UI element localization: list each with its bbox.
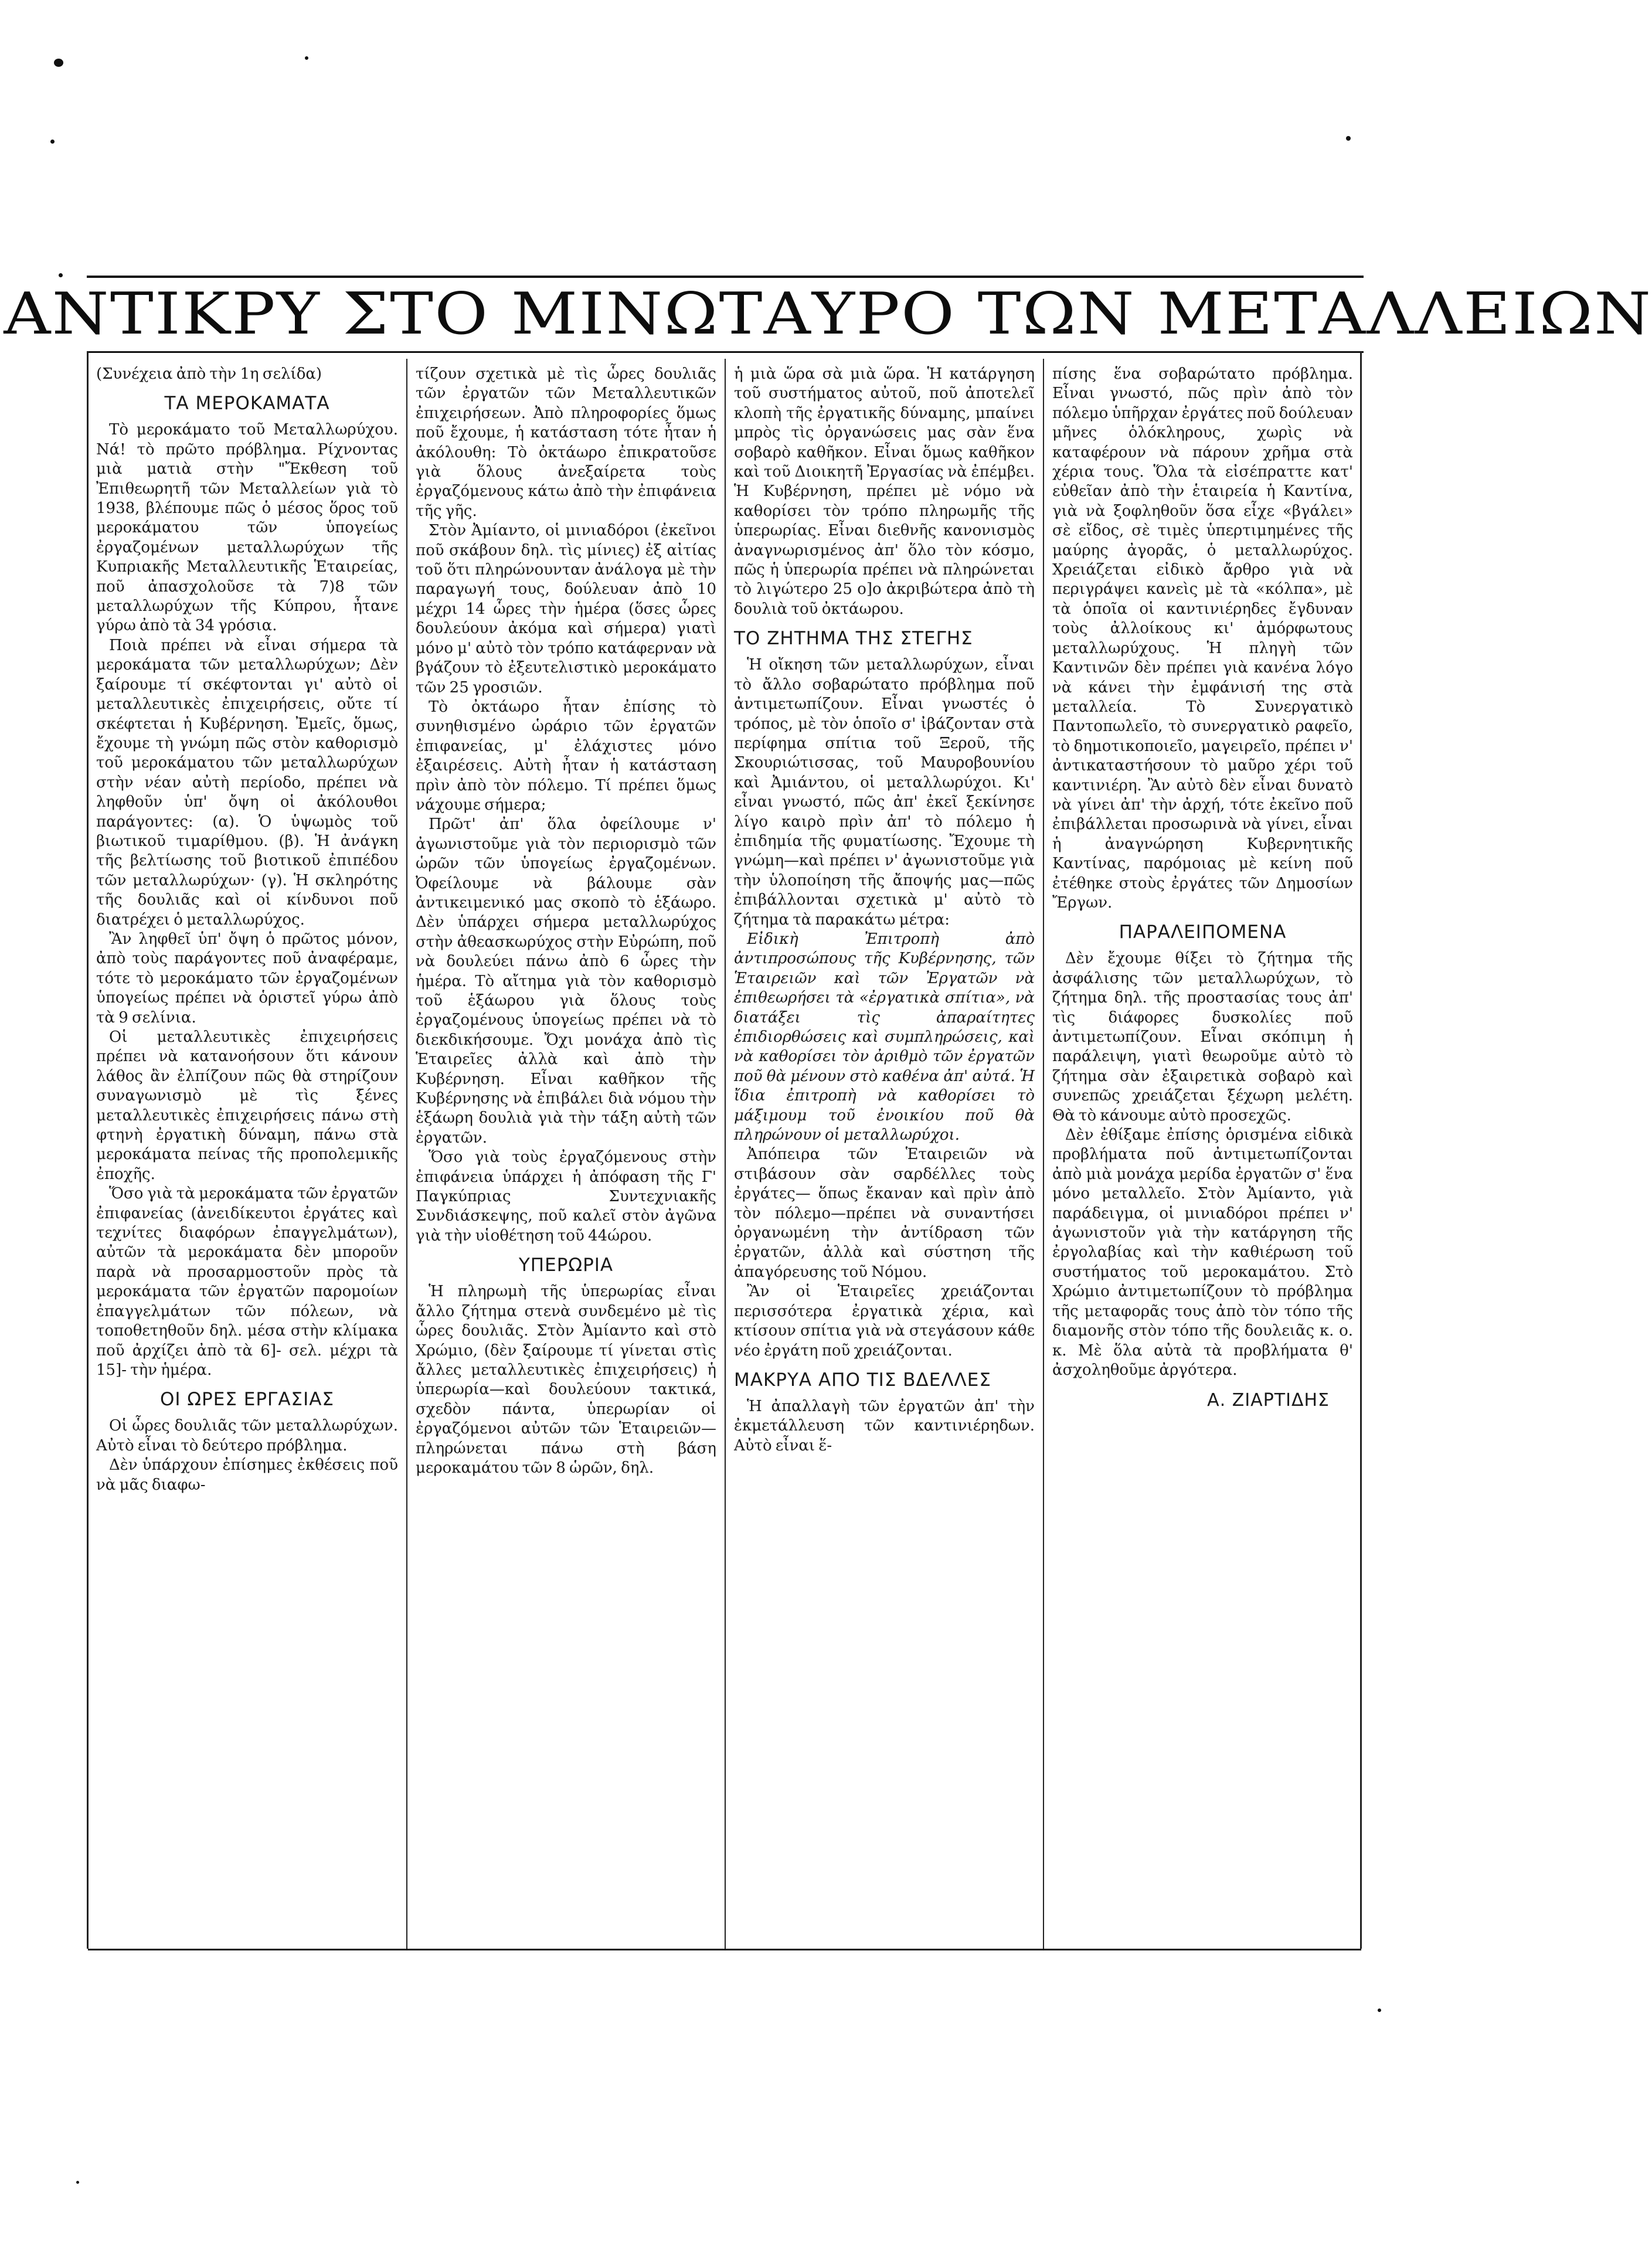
paragraph: Εἰδικὴ Ἐπιτροπὴ ἀπὸ ἀντιπροσώπους τῆς Κυβέρνησης, τῶν Ἑταιρειῶν καὶ τῶν Ἐργατῶν νὰ ἐπιθεωρήσει τὰ «ἐργατικὰ σπίτια», νὰ διατάξει τὶς ἀπαραίτητες ἐπιδιορθώσεις καὶ συμπληρώσεις, καὶ νὰ καθορίσει τὸν ἀριθμὸ τῶν ἐργατῶν ποῦ θὰ μένουν στὸ καθένα ἀπ' αὐτά. Ἡ ἴδια ἐπιτροπὴ νὰ καθορίσει τὸ μάξιμουμ τοῦ ἐνοικίου ποῦ θὰ πληρώνουν οἱ μεταλλωρύχοι. bbox=[734, 930, 1035, 1144]
section-heading: ΟΙ ΩΡΕΣ ΕΡΓΑΣΙΑΣ bbox=[159, 1389, 335, 1411]
paragraph: Ὅσο γιὰ τοὺς ἐργαζόμενους στὴν ἐπιφάνεια ὑπάρχει ἡ ἀπόφαση τῆς Γ' Παγκύπριας Συντεχνιακῆς Συνδιάσκεψης, ποῦ καλεῖ στὸν ἀγῶνα γιὰ τὴν υἱοθέτηση τοῦ 44ώρου. bbox=[416, 1148, 716, 1245]
headline: ΑΝΤΙΚΡΥ ΣΤΟ ΜΙΝΩΤΑΥΡΟ ΤΩΝ ΜΕΤΑΛΛΕΙΩΝ bbox=[4, 281, 1652, 348]
scan-speck bbox=[1378, 2008, 1381, 2012]
paragraph: Ἡ οἴκηση τῶν μεταλλωρύχων, εἶναι τὸ ἄλλο σοβαρώτατο πρόβλημα ποῦ ἀντιμετωπίζουν. Εἶναι γνωστές ὁ τρόπος, μὲ τὸν ὁποῖο σ' ἰβάζονταν στὰ περίφημα σπίτια τοῦ Ξεροῦ, τῆς Σκουριώτισσας, τοῦ Μαυροβουνίου καὶ Ἀμιάντου, οἱ μεταλλωρύχοι. Κι' εἶναι γνωστό, πῶς ἀπ' ἐκεῖ ξεκίνησε λίγο καιρὸ πρὶν ἀπ' τὸ πόλεμο ἡ ἐπιδημία τῆς φυματίωσης. Ἔχουμε τὴ γνώμη—καὶ πρέπει ν' ἀγωνιστοῦμε γιὰ τὴν ὑλοποίηση τῆς ἄποψής μας—πῶς ἐπιβάλλονται σχετικὰ μ' αὐτὸ τὸ ζήτημα τὰ παρακάτω μέτρα: bbox=[734, 656, 1035, 929]
section-heading: ΤΟ ΖΗΤΗΜΑ ΤΗΣ ΣΤΕΓΗΣ bbox=[734, 628, 973, 650]
scan-speck bbox=[305, 56, 308, 60]
paragraph: (Συνέχεια ἀπὸ τὴν 1η σελίδα) bbox=[96, 365, 322, 383]
paragraph: Τὸ ὀκτάωρο ἦταν ἐπίσης τὸ συνηθισμένο ὡράριο τῶν ἐργατῶν ἐπιφανείας, μ' ἐλάχιστες μόνο ἐξαιρέσεις. Αὐτὴ ἦταν ἡ κατάσταση πρὶν ἀπὸ τὸν πόλεμο. Τί πρέπει ὅμως νάχουμε σήμερα; bbox=[416, 698, 716, 814]
paragraph: Ἂν ληφθεῖ ὑπ' ὄψη ὁ πρῶτος μόνον, ἀπὸ τοὺς παράγοντες ποῦ ἀναφέραμε, τότε τὸ μεροκάματο τῶν ἐργαζομένων ὑπογείως πρέπει νὰ ὁριστεῖ γύρω ἀπὸ τὰ 9 σελίνια. bbox=[96, 930, 398, 1027]
column-3 bbox=[725, 359, 1043, 1949]
paragraph: Στὸν Ἀμίαντο, οἱ μινιαδόροι (ἐκεῖνοι ποῦ σκάβουν δηλ. τὶς μίνιες) ἐξ αἰτίας τοῦ ὅτι πληρώνουνταν ἀνάλογα μὲ τὴν παραγωγή τους, δούλευαν ἀπὸ 10 μέχρι 14 ὧρες τὴν ἡμέρα (ὅσες ὧρες δουλεύουν ἀκόμα καὶ σήμερα) γιατὶ μόνο μ' αὐτὸ τὸν τρόπο κατάφερναν νὰ βγάζουν τὸ ἐξευτελιστικὸ μεροκάματο τῶν 25 γροσιῶν. bbox=[416, 522, 716, 696]
paragraph: Ὅσο γιὰ τὰ μεροκάματα τῶν ἐργατῶν ἐπιφανείας (ἀνειδίκευτοι ἐργάτες καὶ τεχνίτες διαφόρων ἐπαγγελμάτων), αὐτῶν τὰ μεροκάματα δὲν μποροῦν παρὰ νὰ προσαρμοστοῦν πρὸς τὰ μεροκάματα τῶν ἐργατῶν παρομοίων ἐπαγγελμάτων τῶν πόλεων, νὰ τοποθετηθοῦν δηλ. μέσα στὴν κλίμακα ποῦ ἀρχίζει ἀπὸ τὰ 6]- σελ. μέχρι τὰ 15]- τὴν ἡμέρα. bbox=[96, 1185, 398, 1379]
column-4 bbox=[1043, 359, 1361, 1949]
paragraph: Ἀπόπειρα τῶν Ἑταιρειῶν νὰ στιβάσουν σὰν σαρδέλλες τοὺς ἐργάτες— ὅπως ἔκαναν καὶ πρὶν ἀπὸ τὸν πόλεμο—πρέπει νὰ συναντήσει ὀργανωμένη τὴν ἀντίδραση τῶν ἐργατῶν, ἀλλὰ καὶ σύστηση τῆς ἀπαγόρευσης τοῦ Νόμου. bbox=[734, 1146, 1035, 1281]
paragraph: Δὲν ὑπάρχουν ἐπίσημες ἐκθέσεις ποῦ νὰ μᾶς διαφω- bbox=[96, 1456, 398, 1494]
section-heading: ΜΑΚΡΥΑ ΑΠΟ ΤΙΣ ΒΔΕΛΛΕΣ bbox=[734, 1369, 991, 1391]
section-heading: ΤΑ ΜΕΡΟΚΑΜΑΤΑ bbox=[164, 393, 330, 414]
column-2 bbox=[406, 359, 725, 1949]
scan-speck bbox=[1346, 136, 1351, 141]
section-heading: ΥΠΕΡΩΡΙΑ bbox=[518, 1255, 614, 1276]
column-1 bbox=[88, 359, 406, 1949]
paragraph: Ἡ ἀπαλλαγὴ τῶν ἐργατῶν ἀπ' τὴν ἐκμετάλλευση τῶν καντινιέρηδων. Αὐτὸ εἶναι ἕ- bbox=[734, 1397, 1035, 1454]
scan-speck bbox=[76, 2181, 79, 2184]
scan-speck bbox=[50, 140, 55, 144]
paragraph: Ἡ πληρωμὴ τῆς ὑπερωρίας εἶναι ἄλλο ζήτημα στενὰ συνδεμένο μὲ τὶς ὧρες δουλιᾶς. Στὸν Ἀμίαντο καὶ στὸ Χρώμιο, (δὲν ξαίρουμε τί γίνεται στὶς ἄλλες μεταλλευτικὲς ἐπιχειρήσεις) ἡ ὑπερωρία—καὶ δουλεύουν τακτικά, σχεδὸν πάντα, ὑπερωρίαν οἱ ἐργαζόμενοι αὐτῶν τῶν Ἑταιρειῶν—πληρώνεται πάνω στὴ βάση μεροκαμάτου τῶν 8 ὡρῶν, δηλ. bbox=[416, 1283, 716, 1477]
paragraph: Ἂν οἱ Ἑταιρεῖες χρειάζονται περισσότερα ἐργατικὰ χέρια, καὶ κτίσουν σπίτια γιὰ νὰ στεγάσουν κάθε νέο ἐργάτη ποῦ χρειάζονται. bbox=[734, 1283, 1035, 1360]
paragraph: Οἱ ὧρες δουλιᾶς τῶν μεταλλωρύχων. Αὐτὸ εἶναι τὸ δεύτερο πρόβλημα. bbox=[96, 1417, 398, 1454]
scan-speck bbox=[54, 59, 63, 67]
article-body bbox=[88, 359, 1361, 1950]
paragraph: Δὲν ἐθίξαμε ἐπίσης ὁρισμένα εἰδικὰ προβλήματα ποῦ ἀντιμετωπίζονται ἀπὸ μιὰ μονάχα μερίδα ἐργατῶν σ' ἕνα μόνο μεταλλεῖο. Στὸν Ἀμίαντο, γιὰ παράδειγμα, οἱ μινιαδόροι πρέπει ν' ἀγωνιστοῦν γιὰ τὴν κατάργηση τῆς ἐργολαβίας καὶ τὴν καθιέρωση τοῦ συστήματος τοῦ μεροκαμάτου. Στὸ Χρώμιο ἀντιμετωπίζουν τὸ πρόβλημα τῆς μεταφορᾶς τους ἀπὸ τὸν τόπο τῆς διαμονῆς στὸν τόπο τῆς δουλειᾶς κ. ο. κ. Μὲ ὅλα αὐτὰ τὰ προβλήματα θ' ἀσχοληθοῦμε ἀργότερα. bbox=[1052, 1126, 1353, 1379]
paragraph: Ποιὰ πρέπει νὰ εἶναι σήμερα τὰ μεροκάματα τῶν μεταλλωρύχων; Δὲν ξαίρουμε τί σκέφτονται γι' αὐτὸ οἱ μεταλλευτικὲς ἐπιχειρήσεις, οὔτε τί σκέφτεται ἡ Κυβέρνηση. Ἐμεῖς, ὅμως, ἔχουμε τὴ γνώμη πῶς στὸν καθορισμὸ τοῦ μεροκάματου τῶν μεταλλωρύχων στὴν νέαν αὐτὴ περίοδο, πρέπει νὰ ληφθοῦν ὑπ' ὄψη οἱ ἀκόλουθοι παράγοντες: (α). Ὁ ὑψωμὸς τοῦ βιωτικοῦ τιμαρίθμου. (β). Ἡ ἀνάγκη τῆς βελτίωσης τοῦ βιοτικοῦ ἐπιπέδου τῶν μεταλλωρύχων· (γ). Ἡ σκληρότης τῆς δουλιᾶς καὶ οἱ κίνδυνοι ποῦ διατρέχει ὁ μεταλλωρύχος. bbox=[96, 636, 398, 929]
paragraph: Τὸ μεροκάματο τοῦ Μεταλλωρύχου. Νά! τὸ πρῶτο πρόβλημα. Ρίχνοντας μιὰ ματιὰ στὴν "Ἔκθεση τοῦ Ἐπιθεωρητῆ τῶν Μεταλλείων γιὰ τὸ 1938, βλέπουμε πῶς ὁ μέσος ὅρος τοῦ μεροκάματου τῶν ὑπογείως ἐργαζομένων μεταλλωρύχων τῆς Κυπριακῆς Μεταλλευτικῆς Ἑταιρείας, ποῦ ἀπασχολοῦσε τὰ 7)8 τῶν μεταλλωρύχων τῆς Κύπρου, ἦτανε γύρω ἀπὸ τὰ 34 γρόσια. bbox=[96, 421, 398, 635]
headline-box bbox=[4, 276, 1652, 353]
paragraph: τίζουν σχετικὰ μὲ τὶς ὧρες δουλιᾶς τῶν ἐργατῶν τῶν Μεταλλευτικῶν ἐπιχειρήσεων. Ἀπὸ πληροφορίες ὅμως ποῦ ἔχουμε, ἡ κατάσταση τότε ἦταν ἡ ἀκόλουθη: Τὸ ὀκτάωρο ἐπικρατοῦσε γιὰ ὅλους ἀνεξαίρετα τοὺς ἐργαζόμενους κάτω ἀπὸ τὴν ἐπιφάνεια τῆς γῆς. bbox=[416, 365, 716, 520]
section-heading: ΠΑΡΑΛΕΙΠΟΜΕΝΑ bbox=[1119, 922, 1287, 943]
paragraph: Δὲν ἔχουμε θίξει τὸ ζήτημα τῆς ἀσφάλισης τῶν μεταλλωρύχων, τὸ ζήτημα δηλ. τῆς προστασίας τους ἀπ' τὶς διάφορες δυσκολίες ποῦ ἀντιμετωπίζουν. Εἶναι σκόπιμη ἡ παράλειψη, γιατὶ θεωροῦμε αὐτὸ τὸ ζήτημα σὰν ἐξαιρετικὰ σοβαρὸ καὶ συνεπῶς χρειάζεται ξέχωρη μελέτη. Θὰ τὸ κάνουμε αὐτὸ προσεχῶς. bbox=[1052, 950, 1353, 1124]
scan-speck bbox=[59, 273, 63, 277]
paragraph: Πρῶτ' ἀπ' ὅλα ὀφείλουμε ν' ἀγωνιστοῦμε γιὰ τὸν περιορισμὸ τῶν ὡρῶν τῶν ὑπογείως ἐργαζομένων. Ὀφείλουμε νὰ βάλουμε σὰν ἀντικειμενικό μας σκοπὸ τὸ ἑξάωρο. Δὲν ὑπάρχει σήμερα μεταλλωρύχος στὴν ἀθεασκωρύχος στὴν Εὐρώπη, ποῦ νὰ δουλεύει πάνω ἀπὸ 6 ὧρες τὴν ἡμέρα. Τὸ αἴτημα γιὰ τὸν καθορισμὸ τοῦ ἑξάωρου γιὰ ὅλους τοὺς ἐργαζομένους ὑπογείως πρέπει νὰ τὸ διεκδικήσουμε. Ὄχι μονάχα ἀπὸ τὶς Ἑταιρεῖες ἀλλὰ καὶ ἀπὸ τὴν Κυβέρνηση. Εἶναι καθῆκον τῆς Κυβέρνησης νὰ ἐπιβάλει διὰ νόμου τὴν ἑξάωρη δουλιὰ γιὰ τὴν τάξη αὐτὴ τῶν ἐργατῶν. bbox=[416, 815, 716, 1147]
author-signature: Α. ΖΙΑΡΤΙΔΗΣ bbox=[1207, 1390, 1330, 1411]
paragraph: Οἱ μεταλλευτικὲς ἐπιχειρήσεις πρέπει νὰ κατανοήσουν ὅτι κάνουν λάθος ἂν ἐλπίζουν πῶς θὰ στηρίζουν συναγωνισμὸ μὲ τὶς ξένες μεταλλευτικὲς ἐπιχειρήσεις πάνω στὴ φτηνὴ ἐργατικὴ δύναμη, πάνω στὰ μεροκάματα πείνας τῆς προπολεμικῆς ἐποχῆς. bbox=[96, 1028, 398, 1183]
paragraph: ἡ μιὰ ὥρα σὰ μιὰ ὥρα. Ἡ κατάργηση τοῦ συστήματος αὐτοῦ, ποῦ ἀποτελεῖ κλοπὴ τῆς ἐργατικῆς δύναμης, μπαίνει μπρὸς τὶς ὀργανώσεις μας σὰν ἕνα σοβαρὸ καθῆκον. Εἶναι ὅμως καθῆκον καὶ τοῦ Διοικητῆ Ἐργασίας νὰ ἐπέμβει. Ἡ Κυβέρνηση, πρέπει μὲ νόμο νὰ καθορίσει τὸν τρόπο πληρωμῆς τῆς ὑπερωρίας. Εἶναι διεθνῆς κανονισμὸς ἀναγνωρισμένος ἀπ' ὅλο τὸν κόσμο, πῶς ἡ ὑπερωρία πρέπει νὰ πληρώνεται τὸ λιγώτερο 25 ο]ο ἀκριβώτερα ἀπὸ τὴ δουλιὰ τοῦ ὀκτάωρου. bbox=[734, 365, 1035, 618]
paragraph: πίσης ἕνα σοβαρώτατο πρόβλημα. Εἶναι γνωστό, πῶς πρὶν ἀπὸ τὸν πόλεμο ὑπῆρχαν ἐργάτες ποῦ δούλευαν μῆνες ὁλόκληρους, χωρὶς νὰ καταφέρουν νὰ πάρουν χρῆμα στὰ χέρια τους. Ὅλα τὰ εἰσέπραττε κατ' εὐθεῖαν ἀπὸ τὴν ἑταιρεία ἡ Καντίνα, γιὰ νὰ ξοφληθοῦν ὅσα εἶχε «βγάλει» σὲ εἴδος, σὲ τιμὲς ὑπερτιμημένες τῆς μαύρης ἀγορᾶς, ὁ μεταλλωρύχος. Χρειάζεται εἰδικὸ ἄρθρο γιὰ νὰ περιγράψει κανεὶς μὲ τὰ «κόλπα», μὲ τὰ ὁποῖα οἱ καντινιέρηδες ἔγδυναν τοὺς ἀλλοίκους κι' ἀμόρφωτους μεταλλωρύχους. Ἡ πληγὴ τῶν Καντινῶν δὲν πρέπει γιὰ κανένα λόγο νὰ κάνει τὴν ἐμφάνισή της στὰ μεταλλεία. Τὸ Συνεργατικὸ Παντοπωλεῖο, τὸ συνεργατικὸ ραφεῖο, τὸ δημοτικοποιεῖο, μαγειρεῖο, πρέπει ν' ἀντικαταστήσουν τὸ μαῦρο χέρι τοῦ καντινιέρη. Ἂν αὐτὸ δὲν εἶναι δυνατὸ νὰ γίνει ἀπ' τὴν ἀρχή, τότε ἐκεῖνο ποῦ ἐπιβάλλεται προσωρινὰ νὰ γίνει, εἶναι ἡ ἀναγνώρηση Κυβερνητικῆς Καντίνας, παρόμοιας μὲ κείνη ποῦ ἐτέθηκε στοὺς ἐργάτες τῶν Δημοσίων Ἔργων. bbox=[1052, 365, 1353, 912]
